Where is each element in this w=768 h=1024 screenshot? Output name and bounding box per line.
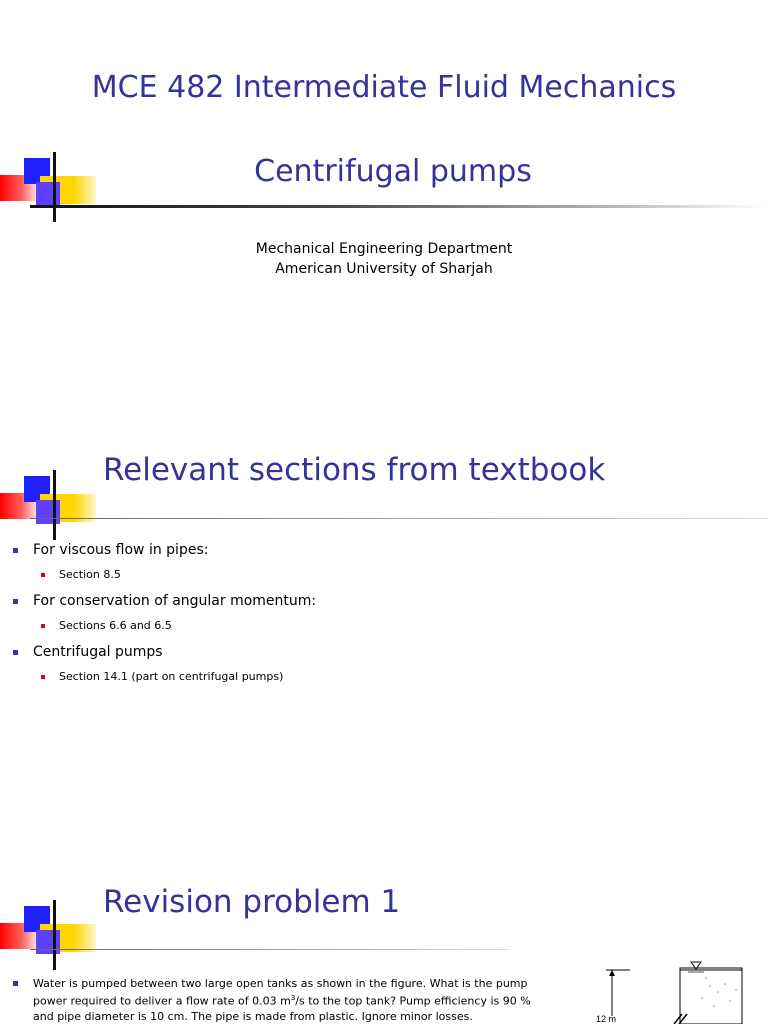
course-title: MCE 482 Intermediate Fluid Mechanics bbox=[91, 70, 677, 105]
title-divider bbox=[30, 949, 510, 950]
bullet-list bbox=[0, 542, 768, 695]
title-divider bbox=[30, 205, 768, 208]
bullet-item: For viscous flow in pipes: bbox=[0, 542, 768, 558]
slide-revision-problem bbox=[0, 864, 768, 1024]
topic-title: Centrifugal pumps bbox=[254, 154, 532, 189]
problem-statement bbox=[33, 976, 553, 1024]
sub-bullet-item: Section 8.5 bbox=[0, 568, 768, 581]
arrow-icon bbox=[609, 970, 615, 976]
slide-separator bbox=[0, 420, 768, 432]
top-tank bbox=[680, 968, 742, 1024]
bullet-item: For conservation of angular momentum: bbox=[0, 593, 768, 609]
tank-figure bbox=[590, 956, 760, 1024]
logo-decoration bbox=[0, 900, 100, 970]
bullet-item: Centrifugal pumps bbox=[0, 644, 768, 660]
slide-relevant-sections bbox=[0, 432, 768, 852]
problem-text-a: Water is pumped between two large open tanks as shown in the figure. What is the pump power required to deliver a flow rate of 0.03 m bbox=[33, 977, 528, 1008]
figure-label: 12 m bbox=[596, 1014, 617, 1024]
slide-title bbox=[0, 0, 768, 420]
sub-bullet-item: Section 14.1 (part on centrifugal pumps) bbox=[0, 670, 768, 683]
slide-title: Revision problem 1 bbox=[103, 884, 401, 920]
sub-bullet-item: Sections 6.6 and 6.5 bbox=[0, 619, 768, 632]
title-divider bbox=[30, 518, 768, 519]
logo-decoration bbox=[0, 470, 100, 540]
university-text: American University of Sharjah bbox=[275, 261, 493, 277]
slide-title: Relevant sections from textbook bbox=[103, 452, 606, 488]
problem-superscript: 3 bbox=[290, 994, 296, 1002]
department-text: Mechanical Engineering Department bbox=[255, 241, 513, 257]
problem-text-b: /s to the top tank? Pump efficiency is 90 % and pipe diameter is 10 cm. The pipe is made from plastic. Ignore minor losses. bbox=[33, 994, 531, 1023]
slide-separator bbox=[0, 852, 768, 864]
